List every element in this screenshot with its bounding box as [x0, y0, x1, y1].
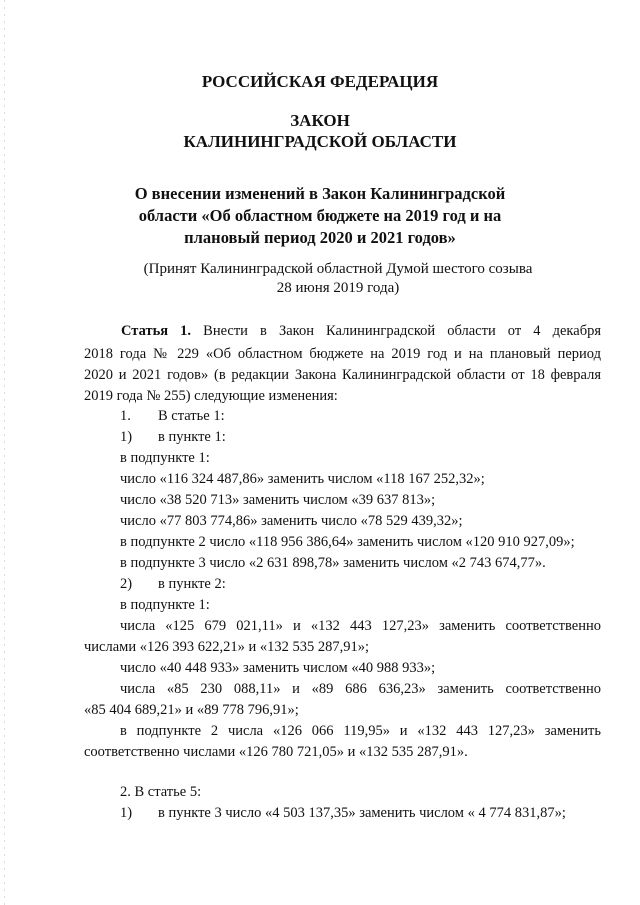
change-line-8b: «85 404 689,21» и «89 778 796,91»;: [84, 702, 299, 718]
item-2-1-number: 1): [120, 805, 133, 821]
adoption-note-line-1: (Принят Калининградской областной Думой шестого созыва: [143, 261, 533, 277]
item-1-2-number: 2): [120, 576, 133, 592]
change-line-3: число «77 803 774,86» заменить число «78 529 439,32»;: [120, 513, 463, 529]
article-intro-text: Внести в Закон Калининградской области от 4 декабря: [203, 323, 601, 339]
law-title: ЗАКОН: [290, 111, 350, 130]
change-line-2: число «38 520 713» заменить числом «39 637 813»;: [120, 492, 436, 508]
law-heading-line-1: О внесении изменений в Закон Калининградской: [134, 184, 506, 203]
item-1-2: [120, 574, 637, 595]
region-title: КАЛИНИНГРАДСКОЙ ОБЛАСТИ: [183, 132, 457, 151]
article-intro-line-2: 2018 года № 229 «Об областном бюджете на 2019 год и на плановый период: [84, 346, 601, 362]
item-1-2-text: в пункте 2:: [158, 576, 226, 592]
article-label: Статья 1.: [121, 323, 192, 339]
change-line-6a: числа «125 679 021,11» и «132 443 127,23» заменить соответственно: [120, 618, 601, 634]
subparagraph-2-label: в подпункте 1:: [120, 597, 210, 613]
change-line-8a: числа «85 230 088,11» и «89 686 636,23» заменить соответственно: [120, 681, 601, 697]
item-1-1-text: в пункте 1:: [158, 429, 226, 445]
subparagraph-1-label: в подпункте 1:: [120, 450, 210, 466]
law-heading-line-3: плановый период 2020 и 2021 годов»: [184, 228, 456, 247]
country-title: РОССИЙСКАЯ ФЕДЕРАЦИЯ: [201, 72, 439, 91]
change-line-6b: числами «126 393 622,21» и «132 535 287,91»;: [84, 639, 370, 655]
change-line-9a: в подпункте 2 числа «126 066 119,95» и «132 443 127,23» заменить: [120, 723, 601, 739]
item-2-1: [120, 803, 637, 824]
item-2-1-text: в пункте 3 число «4 503 137,35» заменить числом « 4 774 831,87»;: [158, 805, 566, 821]
change-line-9b: соответственно числами «126 780 721,05» и «132 535 287,91».: [84, 744, 468, 760]
law-heading-line-2: области «Об областном бюджете на 2019 год и на: [138, 206, 502, 225]
item-1-1: [120, 427, 637, 448]
article-intro-line-1: [84, 321, 601, 342]
change-line-1: число «116 324 487,86» заменить числом «118 167 252,32»;: [120, 471, 485, 487]
change-line-5: в подпункте 3 число «2 631 898,78» заменить числом «2 743 674,77».: [120, 555, 546, 571]
item-1-1-number: 1): [120, 429, 133, 445]
adoption-note-line-2: 28 июня 2019 года): [276, 280, 400, 296]
item-1-text: В статье 1:: [158, 408, 225, 424]
item-1-number: 1.: [120, 408, 131, 424]
change-line-7: число «40 448 933» заменить числом «40 988 933»;: [120, 660, 436, 676]
item-1: [120, 406, 637, 427]
article-intro-line-4: 2019 года № 255) следующие изменения:: [84, 388, 338, 404]
item-2: 2. В статье 5:: [120, 784, 202, 800]
change-line-4: в подпункте 2 число «118 956 386,64» заменить числом «120 910 927,09»;: [120, 534, 575, 550]
article-intro-line-3: 2020 и 2021 годов» (в редакции Закона Калининградской области от 18 февраля: [84, 367, 601, 383]
